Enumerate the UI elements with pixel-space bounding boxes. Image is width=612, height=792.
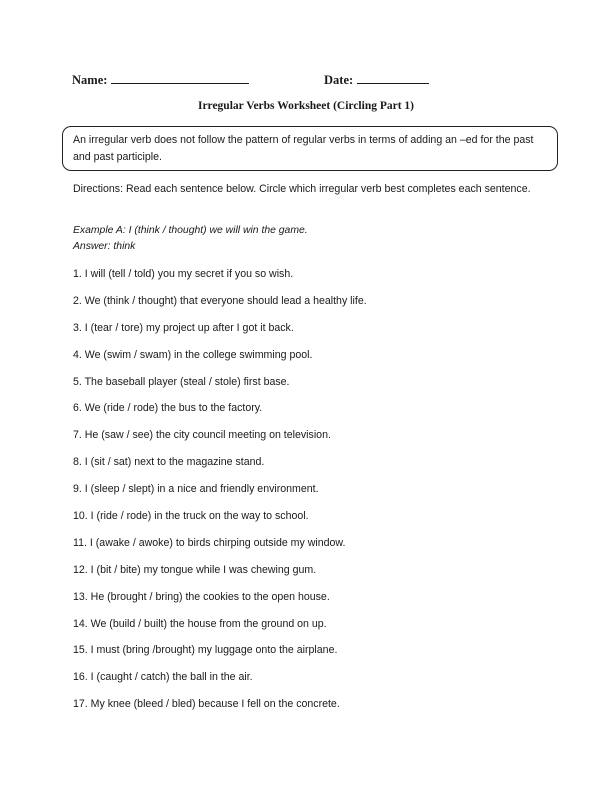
example-answer: Answer: think	[73, 241, 136, 252]
name-field	[72, 72, 249, 88]
exercise-item-15: 15. I must (bring /brought) my luggage onto the airplane.	[73, 644, 338, 657]
example-sentence: Example A: I (think / thought) we will win the game.	[73, 225, 308, 236]
name-blank-line[interactable]	[111, 72, 249, 84]
date-label: Date:	[324, 73, 354, 87]
exercise-item-12: 12. I (bit / bite) my tongue while I was chewing gum.	[73, 563, 317, 576]
date-blank-line[interactable]	[357, 72, 429, 84]
exercise-item-2: 2. We (think / thought) that everyone should lead a healthy life.	[73, 294, 367, 307]
date-field	[324, 72, 429, 88]
exercise-item-16: 16. I (caught / catch) the ball in the air.	[73, 671, 253, 684]
exercise-item-10: 10. I (ride / rode) in the truck on the way to school.	[73, 510, 309, 523]
worksheet-title: Irregular Verbs Worksheet (Circling Part 1)	[197, 100, 415, 112]
exercise-item-17: 17. My knee (bleed / bled) because I fell on the concrete.	[73, 698, 340, 711]
exercise-item-6: 6. We (ride / rode) the bus to the factory.	[73, 402, 263, 415]
exercise-item-8: 8. I (sit / sat) next to the magazine stand.	[73, 456, 265, 469]
exercise-item-1: 1. I will (tell / told) you my secret if you so wish.	[73, 268, 294, 280]
exercise-item-9: 9. I (sleep / slept) in a nice and friendly environment.	[73, 483, 319, 496]
example-block	[73, 223, 543, 255]
exercise-item-5: 5. The baseball player (steal / stole) first base.	[73, 375, 290, 388]
exercise-item-11: 11. I (awake / awoke) to birds chirping outside my window.	[73, 536, 346, 549]
exercise-item-14: 14. We (build / built) the house from the ground on up.	[73, 617, 327, 630]
header-row	[72, 72, 552, 90]
exercise-item-4: 4. We (swim / swam) in the college swimming pool.	[73, 348, 313, 361]
exercise-item-3: 3. I (tear / tore) my project up after I got it back.	[73, 321, 294, 334]
definition-box: An irregular verb does not follow the pattern of regular verbs in terms of adding an –ed for the past and past participle.	[62, 126, 558, 171]
exercise-item-13: 13. He (brought / bring) the cookies to the open house.	[73, 590, 330, 603]
exercise-list	[73, 266, 553, 723]
name-label: Name:	[72, 73, 108, 87]
exercise-item-7: 7. He (saw / see) the city council meeting on television.	[73, 429, 331, 442]
directions-text: Directions: Read each sentence below. Circle which irregular verb best completes each sentence.	[73, 183, 531, 195]
